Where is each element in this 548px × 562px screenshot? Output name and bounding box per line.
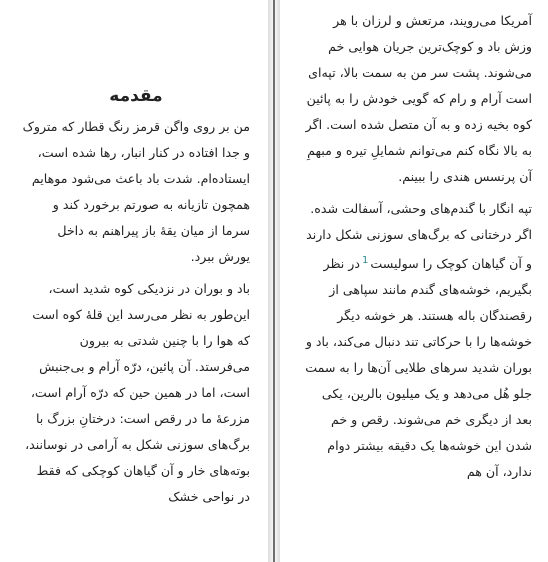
right-page bbox=[280, 0, 548, 562]
right-paragraph-2-part-2: در نظر بگیریم، خوشه‌های گندم مانند سپاهی از رقصندگان باله هستند. هر خوشه دیگر خوشه‌ها را با حرکاتی تند دنبال می‌کند، باد و بوران شدید سرهای طلایی آن‌ها را به سمت جلو هُل می‌دهد و یک میلیون بالرین، یکی بعد از دیگری خم می‌شوند. رقص و خم شدن این خوشه‌ها یک دقیقه بیشتر دوام ندارد، آن هم bbox=[305, 256, 532, 480]
right-paragraph-2 bbox=[302, 196, 532, 485]
footnote-marker-link[interactable]: 1 bbox=[361, 255, 369, 266]
chapter-heading: مقدمه bbox=[109, 86, 163, 106]
right-paragraph-2-part-1: تپه انگار با گندم‌های وحشی، آسفالت شده. اگر درختانی که برگ‌های سوزنی شکل دارند و آن گیاهان کوچک را سولیست bbox=[306, 201, 532, 272]
left-paragraph-1: من بر روی واگن قرمز رنگ قطار که متروک و جدا افتاده در کنار انبار، رها شده است، ایستاده‌ام. شدت باد باعث می‌شود موهایم همچون تازیانه به صورتم برخورد کند و سرما از میان یقهٔ باز پیراهنم به داخل یورش ببرد. bbox=[22, 119, 250, 264]
left-page bbox=[0, 0, 268, 562]
right-paragraph-1: آمریکا می‌رویند، مرتعش و لرزان با هر وزش باد و کوچک‌ترین جریان هوایی خم می‌شوند. پشت سر من به سمت بالا، تپه‌ای است آرام و رام که گویی خودش را به پائین کوه بخیه زده و به آن متصل شده است. اگر به بالا نگاه کنم می‌توانم شمایلِ تیره و مبهمِ آن پرنسس هندی را ببینم. bbox=[305, 13, 532, 184]
left-paragraph-2: باد و بوران در نزدیکی کوه شدید است، این‌طور به نظر می‌رسد این قلهٔ کوه است که هوا را با چنین شدتی به بیرون می‌فرستد. آن پائین، درّه آرام و بی‌جنبش است، اما در همین حین که درّه آرام است، مزرعهٔ ما در رقص است: درختانِ بزرگ با برگ‌های سوزنی شکل به آرامی در نوسانند، بوته‌های خار و آن گیاهان کوچکی که فقط در نواحی خشک bbox=[25, 281, 250, 504]
book-spine-line bbox=[273, 0, 275, 562]
